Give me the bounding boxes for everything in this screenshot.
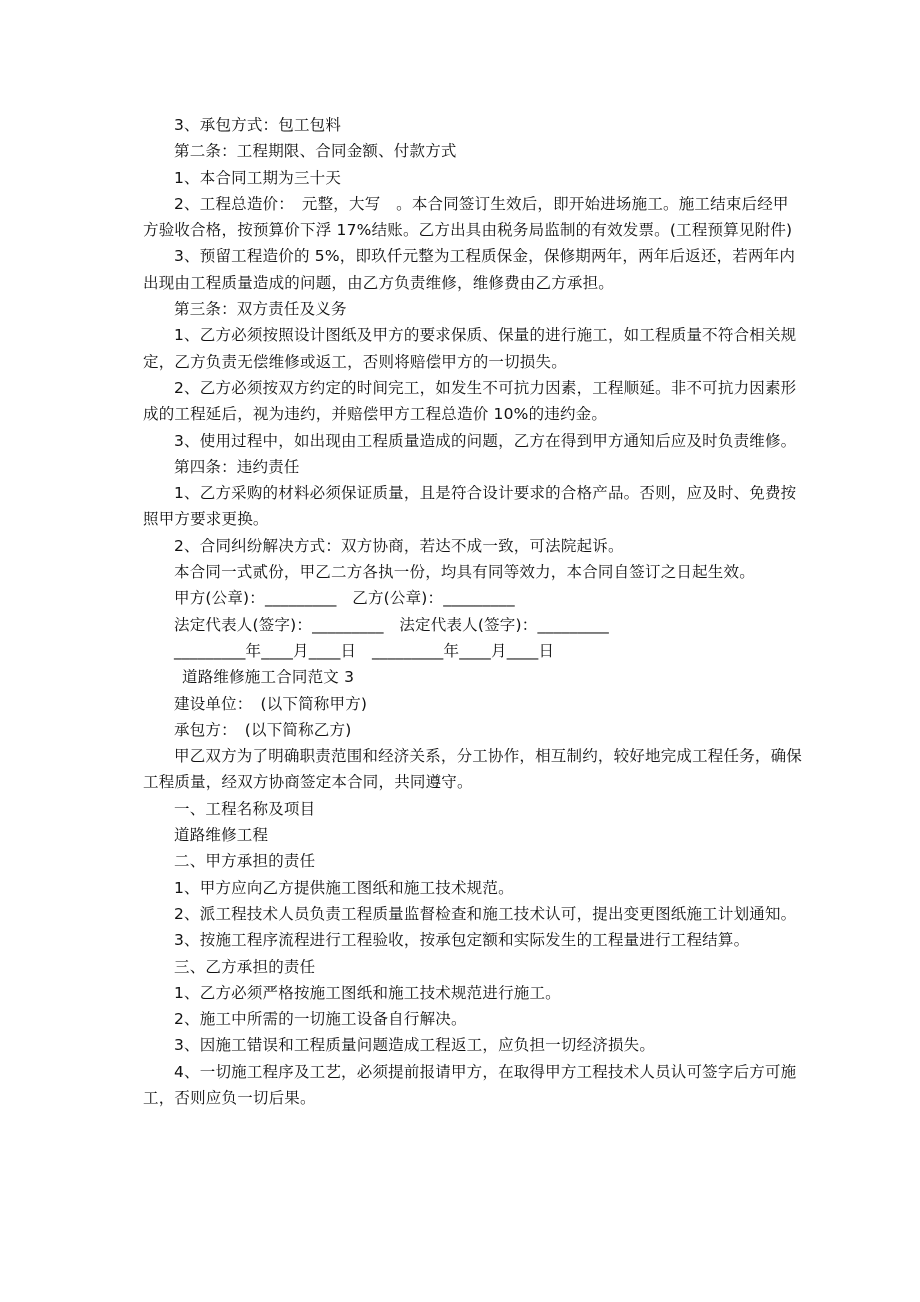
paragraph: 2、合同纠纷解决方式：双方协商，若达不成一致，可法院起诉。 [174, 536, 624, 555]
paragraph: 1、乙方采购的材料必须保证质量，且是符合设计要求的合格产品。否则，应及时、免费按照甲方要求更换。 [143, 484, 797, 529]
paragraph: 道路维修工程 [174, 826, 269, 845]
paragraph: 3、按施工程序流程进行工程验收，按承包定额和实际发生的工程量进行工程结算。 [174, 931, 750, 950]
paragraph: 1、甲方应向乙方提供施工图纸和施工技术规范。 [174, 878, 514, 897]
section-heading: 一、工程名称及项目 [174, 799, 316, 818]
paragraph: 2、乙方必须按双方约定的时间完工，如发生不可抗力因素，工程顺延。非不可抗力因素形成的工程延后，视为违约，并赔偿甲方工程总造价 10%的违约金。 [143, 378, 797, 424]
paragraph: 2、工程总造价： 元整，大写 。本合同签订生效后，即开始进场施工。施工结束后经甲方验收合格，按预算价下浮 17%结账。乙方出具由税务局监制的有效发票。(工程预算见附件) [143, 194, 793, 240]
paragraph: 1、乙方必须严格按施工图纸和施工技术规范进行施工。 [174, 983, 561, 1002]
signature-line: 法定代表人(签字)：_________ 法定代表人(签字)：_________ [174, 615, 609, 634]
section-heading: 三、乙方承担的责任 [174, 957, 316, 976]
paragraph: 1、本合同工期为三十天 [174, 168, 342, 187]
paragraph: 甲乙双方为了明确职责范围和经济关系，分工协作，相互制约，较好地完成工程任务，确保工程质量，经双方协商签定本合同，共同遵守。 [143, 747, 803, 792]
paragraph: 3、使用过程中，如出现由工程质量造成的问题，乙方在得到甲方通知后应及时负责维修。 [174, 431, 797, 450]
section-heading: 二、甲方承担的责任 [174, 852, 316, 871]
paragraph: 3、承包方式：包工包料 [174, 116, 342, 134]
paragraph: 3、预留工程造价的 5%，即玖仟元整为工程质保金，保修期两年，两年后返还，若两年内出现由工程质量造成的问题，由乙方负责维修，维修费由乙方承担。 [143, 247, 796, 292]
paragraph: 3、因施工错误和工程质量问题造成工程返工，应负担一切经济损失。 [174, 1036, 656, 1055]
document-page [143, 112, 803, 1111]
paragraph: 2、施工中所需的一切施工设备自行解决。 [174, 1010, 467, 1029]
section-heading: 第二条：工程期限、合同金额、付款方式 [174, 142, 457, 161]
section-heading: 第三条：双方责任及义务 [174, 300, 347, 319]
paragraph: 建设单位： (以下简称甲方) [174, 694, 368, 713]
paragraph: 承包方： (以下简称乙方) [174, 720, 352, 739]
paragraph: 2、派工程技术人员负责工程质量监督检查和施工技术认可，提出变更图纸施工计划通知。 [174, 904, 797, 923]
paragraph: 4、一切施工程序及工艺，必须提前报请甲方，在取得甲方工程技术人员认可签字后方可施工，否则应负一切后果。 [143, 1062, 797, 1107]
document-title: 道路维修施工合同范文 3 [182, 668, 355, 687]
paragraph: 1、乙方必须按照设计图纸及甲方的要求保质、保量的进行施工，如工程质量不符合相关规定，乙方负责无偿维修或返工，否则将赔偿甲方的一切损失。 [143, 326, 797, 371]
paragraph: 本合同一式贰份，甲乙二方各执一份，均具有同等效力，本合同自签订之日起生效。 [174, 563, 755, 582]
date-line: _________年____月____日 _________年____月____日 [174, 641, 555, 660]
signature-line: 甲方(公章)：_________ 乙方(公章)：_________ [174, 589, 515, 608]
section-heading: 第四条：违约责任 [174, 457, 300, 476]
